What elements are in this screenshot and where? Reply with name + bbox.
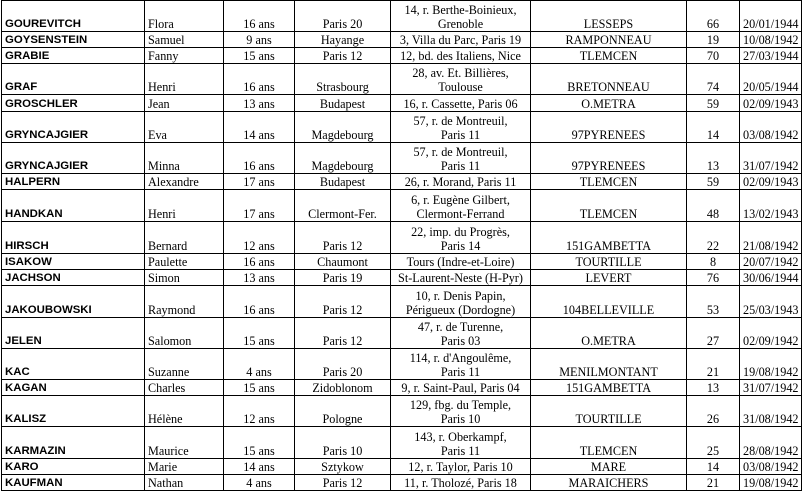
school-cell: MENILMONTANT [531,349,687,380]
birthplace-cell: Budapest [295,95,391,112]
table-row [2,174,802,190]
first-name-cell: Maurice [145,427,224,459]
address-cell [391,222,531,254]
address-line: Paris 10 [440,412,481,426]
surname-cell: KAC [2,349,145,380]
first-name-cell: Minna [145,143,224,174]
address-cell [391,1,531,32]
records-table [1,0,802,491]
date-cell: 30/06/1944 [740,270,802,286]
convoy-cell: 66 [687,1,740,32]
birthplace-cell: Pologne [295,396,391,427]
birthplace-cell: Strasbourg [295,64,391,95]
table-body [2,1,802,491]
surname-cell: ISAKOW [2,254,145,270]
surname-cell: GROSCHLER [2,95,145,112]
first-name-cell: Charles [145,380,224,396]
address-line: Paris 14 [440,239,481,253]
table-row [2,254,802,270]
birthplace-cell: Paris 10 [295,427,391,459]
convoy-cell: 25 [687,427,740,459]
table-row [2,1,802,32]
first-name-cell: Hélène [145,396,224,427]
surname-cell: JAKOUBOWSKI [2,286,145,318]
address-line: 47, r. de Turenne, [417,320,504,334]
birthplace-cell: Clermont-Fer. [295,190,391,222]
surname-cell: GRYNCAJGIER [2,143,145,174]
address-cell [391,380,531,396]
date-cell: 02/09/1943 [740,95,802,112]
address-line: Paris 11 [440,128,481,142]
convoy-cell: 22 [687,222,740,254]
table-row [2,396,802,427]
age-cell: 13 ans [224,270,295,286]
age-cell: 15 ans [224,318,295,349]
surname-cell: HIRSCH [2,222,145,254]
school-cell: 151GAMBETTA [531,222,687,254]
address-line: 26, r. Morand, Paris 11 [404,175,517,189]
address-line: Paris 03 [440,334,481,348]
first-name-cell: Alexandre [145,174,224,190]
convoy-cell: 14 [687,459,740,475]
convoy-cell: 8 [687,254,740,270]
age-cell: 15 ans [224,427,295,459]
surname-cell: GOYSENSTEIN [2,32,145,48]
surname-cell: HANDKAN [2,190,145,222]
school-cell: 151GAMBETTA [531,380,687,396]
birthplace-cell: Budapest [295,174,391,190]
first-name-cell: Nathan [145,475,224,491]
surname-cell: KARO [2,459,145,475]
convoy-cell: 48 [687,190,740,222]
convoy-cell: 70 [687,48,740,64]
first-name-cell: Salomon [145,318,224,349]
convoy-cell: 19 [687,32,740,48]
age-cell: 4 ans [224,349,295,380]
school-cell: LESSEPS [531,1,687,32]
age-cell: 17 ans [224,190,295,222]
date-cell: 02/09/1943 [740,174,802,190]
convoy-cell: 13 [687,380,740,396]
table-row [2,286,802,318]
first-name-cell: Suzanne [145,349,224,380]
date-cell: 10/08/1942 [740,32,802,48]
convoy-cell: 59 [687,174,740,190]
date-cell: 27/03/1944 [740,48,802,64]
age-cell: 14 ans [224,459,295,475]
convoy-cell: 59 [687,95,740,112]
convoy-cell: 21 [687,475,740,491]
school-cell: TLEMCEN [531,190,687,222]
birthplace-cell: Paris 20 [295,1,391,32]
address-cell [391,396,531,427]
school-cell: 97PYRENEES [531,143,687,174]
table-row [2,32,802,48]
address-line: 28, av. Et. Billières, [412,66,509,80]
date-cell: 19/08/1942 [740,349,802,380]
first-name-cell: Henri [145,190,224,222]
surname-cell: KAUFMAN [2,475,145,491]
age-cell: 16 ans [224,64,295,95]
table-row [2,459,802,475]
date-cell: 20/01/1944 [740,1,802,32]
first-name-cell: Paulette [145,254,224,270]
address-cell [391,349,531,380]
address-line: Grenoble [437,17,484,31]
surname-cell: HALPERN [2,174,145,190]
age-cell: 17 ans [224,174,295,190]
school-cell: TLEMCEN [531,174,687,190]
first-name-cell: Eva [145,112,224,143]
surname-cell: KAGAN [2,380,145,396]
age-cell: 16 ans [224,143,295,174]
address-line: 3, Villa du Parc, Paris 19 [399,33,522,47]
address-cell [391,459,531,475]
first-name-cell: Jean [145,95,224,112]
birthplace-cell: Hayange [295,32,391,48]
address-cell [391,427,531,459]
birthplace-cell: Paris 12 [295,475,391,491]
surname-cell: JELEN [2,318,145,349]
date-cell: 03/08/1942 [740,112,802,143]
first-name-cell: Marie [145,459,224,475]
address-line: Paris 11 [440,444,481,458]
table-row [2,427,802,459]
convoy-cell: 74 [687,64,740,95]
address-cell [391,32,531,48]
first-name-cell: Samuel [145,32,224,48]
birthplace-cell: Magdebourg [295,143,391,174]
address-line: Périgueux (Dordogne) [405,303,516,317]
surname-cell: KARMAZIN [2,427,145,459]
date-cell: 25/03/1943 [740,286,802,318]
surname-cell: GRAF [2,64,145,95]
date-cell: 20/07/1942 [740,254,802,270]
table-row [2,318,802,349]
address-cell [391,318,531,349]
convoy-cell: 21 [687,349,740,380]
birthplace-cell: Magdebourg [295,112,391,143]
school-cell: TOURTILLE [531,396,687,427]
school-cell: BRETONNEAU [531,64,687,95]
surname-cell: JACHSON [2,270,145,286]
school-cell: RAMPONNEAU [531,32,687,48]
address-line: 57, r. de Montreuil, [413,114,508,128]
surname-cell: GRYNCAJGIER [2,112,145,143]
date-cell: 31/07/1942 [740,143,802,174]
age-cell: 12 ans [224,396,295,427]
birthplace-cell: Paris 12 [295,48,391,64]
convoy-cell: 13 [687,143,740,174]
age-cell: 16 ans [224,286,295,318]
school-cell: MARAICHERS [531,475,687,491]
address-cell [391,254,531,270]
address-line: 9, r. Saint-Paul, Paris 04 [401,381,520,395]
school-cell: TLEMCEN [531,427,687,459]
convoy-cell: 76 [687,270,740,286]
address-cell [391,48,531,64]
first-name-cell: Bernard [145,222,224,254]
first-name-cell: Simon [145,270,224,286]
address-cell [391,64,531,95]
age-cell: 15 ans [224,380,295,396]
address-cell [391,143,531,174]
date-cell: 28/08/1942 [740,427,802,459]
address-line: Clermont-Ferrand [416,207,505,221]
address-line: 16, r. Cassette, Paris 06 [403,97,518,111]
birthplace-cell: Paris 12 [295,286,391,318]
school-cell: MARE [531,459,687,475]
school-cell: O.METRA [531,95,687,112]
birthplace-cell: Sztykow [295,459,391,475]
date-cell: 31/08/1942 [740,396,802,427]
age-cell: 14 ans [224,112,295,143]
address-line: 57, r. de Montreuil, [413,145,508,159]
date-cell: 19/08/1942 [740,475,802,491]
age-cell: 12 ans [224,222,295,254]
address-cell [391,174,531,190]
date-cell: 21/08/1942 [740,222,802,254]
school-cell: O.METRA [531,318,687,349]
date-cell: 31/07/1942 [740,380,802,396]
first-name-cell: Fanny [145,48,224,64]
address-cell [391,95,531,112]
table-row [2,190,802,222]
address-line: 14, r. Berthe-Boinieux, [404,3,517,17]
convoy-cell: 27 [687,318,740,349]
address-line: Tours (Indre-et-Loire) [406,255,515,269]
table-row [2,112,802,143]
date-cell: 03/08/1942 [740,459,802,475]
birthplace-cell: Paris 20 [295,349,391,380]
address-line: 6, r. Eugène Gilbert, [411,193,510,207]
age-cell: 16 ans [224,1,295,32]
age-cell: 16 ans [224,254,295,270]
address-line: Paris 11 [440,159,481,173]
birthplace-cell: Zidoblonom [295,380,391,396]
first-name-cell: Flora [145,1,224,32]
first-name-cell: Raymond [145,286,224,318]
surname-cell: GOUREVITCH [2,1,145,32]
table-row [2,48,802,64]
table-row [2,143,802,174]
address-cell [391,475,531,491]
age-cell: 15 ans [224,48,295,64]
address-cell [391,190,531,222]
birthplace-cell: Paris 12 [295,222,391,254]
table-row [2,380,802,396]
table-row [2,475,802,491]
address-line: St-Laurent-Neste (H-Pyr) [398,271,523,285]
surname-cell: KALISZ [2,396,145,427]
address-cell [391,270,531,286]
address-line: 143, r. Oberkampf, [414,430,507,444]
address-line: 22, imp. du Progrès, [411,225,510,239]
surname-cell: GRABIE [2,48,145,64]
address-line: 10, r. Denis Papin, [415,289,506,303]
address-line: 12, bd. des Italiens, Nice [400,49,521,63]
address-line: Paris 11 [440,365,481,379]
age-cell: 13 ans [224,95,295,112]
address-line: 114, r. d'Angoulême, [409,351,512,365]
convoy-cell: 14 [687,112,740,143]
convoy-cell: 53 [687,286,740,318]
age-cell: 4 ans [224,475,295,491]
convoy-cell: 26 [687,396,740,427]
date-cell: 13/02/1943 [740,190,802,222]
first-name-cell: Henri [145,64,224,95]
address-line: 11, r. Tholozé, Paris 18 [404,476,517,490]
table-row [2,95,802,112]
address-cell [391,286,531,318]
address-line: 12, r. Taylor, Paris 10 [408,460,513,474]
table-row [2,349,802,380]
address-cell [391,112,531,143]
birthplace-cell: Paris 19 [295,270,391,286]
school-cell: TOURTILLE [531,254,687,270]
age-cell: 9 ans [224,32,295,48]
school-cell: LEVERT [531,270,687,286]
school-cell: 104BELLEVILLE [531,286,687,318]
school-cell: TLEMCEN [531,48,687,64]
table-row [2,270,802,286]
date-cell: 02/09/1942 [740,318,802,349]
school-cell: 97PYRENEES [531,112,687,143]
birthplace-cell: Paris 12 [295,318,391,349]
address-line: Toulouse [438,80,483,94]
table-row [2,222,802,254]
table-row [2,64,802,95]
address-line: 129, fbg. du Temple, [409,398,512,412]
date-cell: 20/05/1944 [740,64,802,95]
birthplace-cell: Chaumont [295,254,391,270]
